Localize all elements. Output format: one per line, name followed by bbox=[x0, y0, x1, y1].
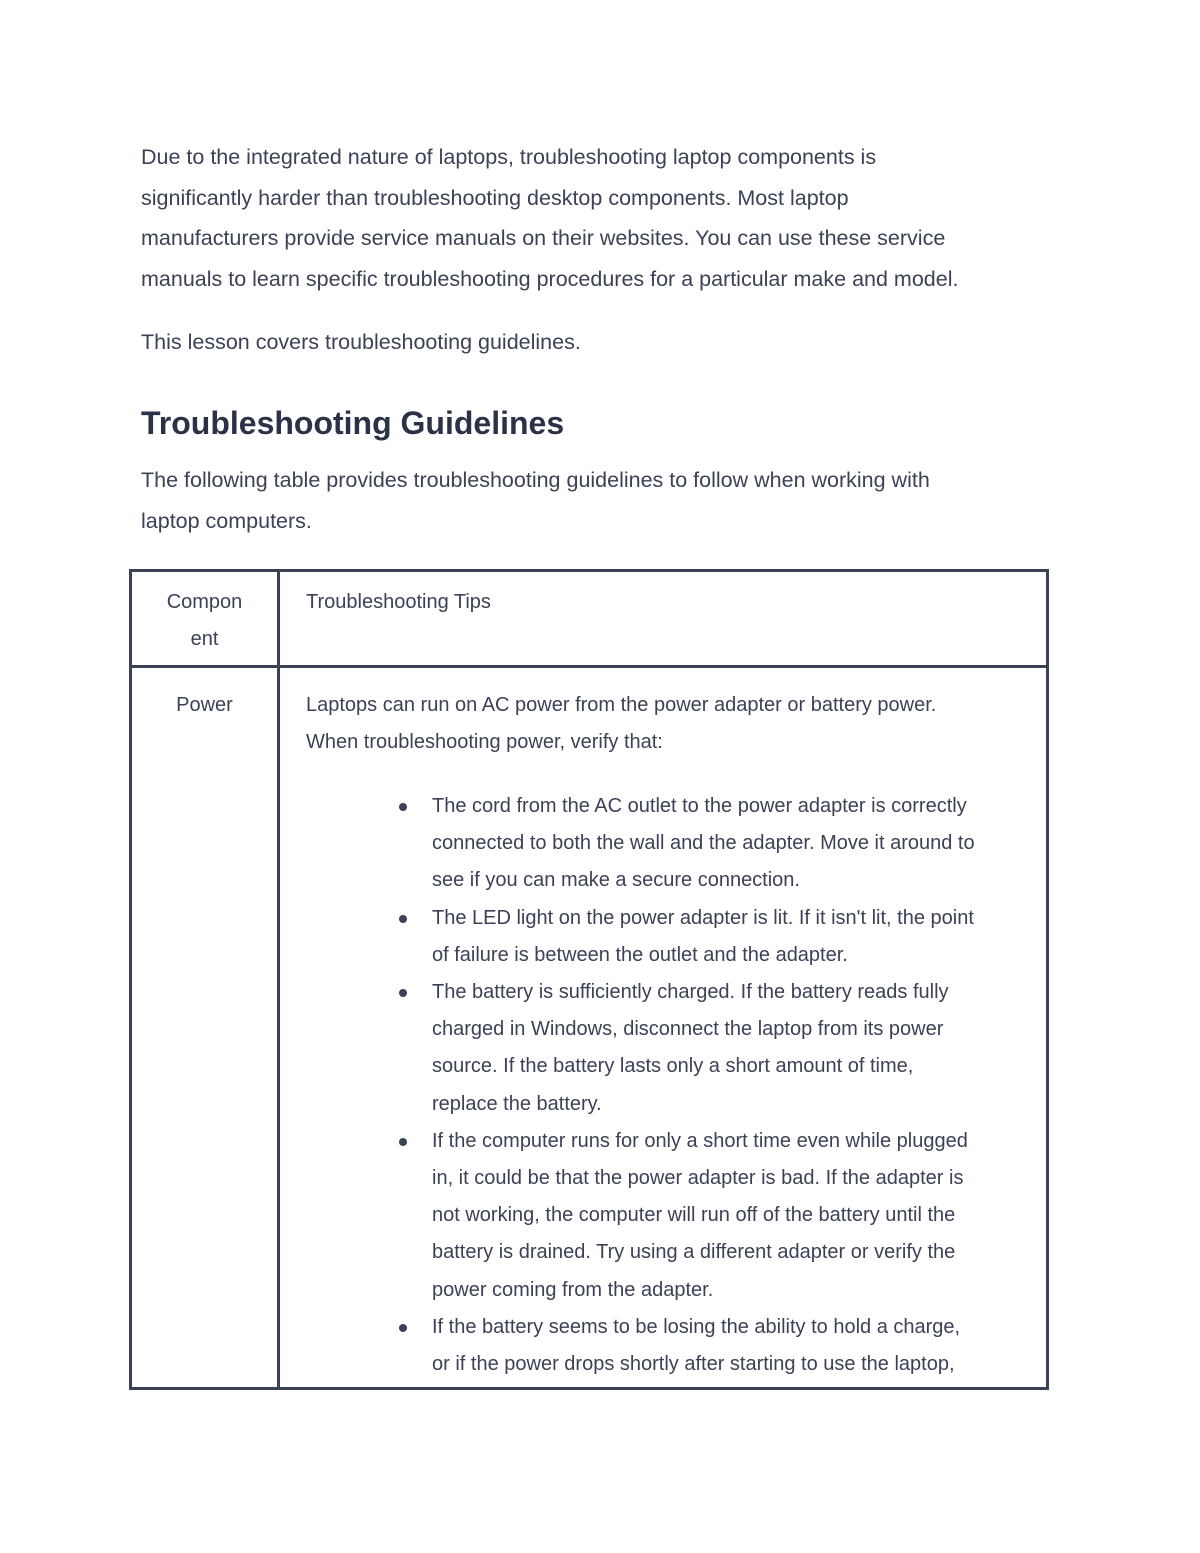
bullet-dot-icon bbox=[399, 803, 407, 811]
list-item-line: The cord from the AC outlet to the power adapter is correctly bbox=[432, 795, 967, 817]
list-item-line: source. If the battery lasts only a short amount of time, bbox=[432, 1055, 914, 1078]
list-item-line: in, it could be that the power adapter is bad. If the adapter is bbox=[432, 1167, 964, 1190]
list-item-line: connected to both the wall and the adapter. Move it around to bbox=[432, 832, 975, 855]
list-item-line: replace the battery. bbox=[432, 1092, 602, 1115]
intro-line: manufacturers provide service manuals on their websites. You can use these service bbox=[141, 226, 946, 251]
power-tips-list bbox=[432, 788, 1032, 1383]
list-item bbox=[432, 1123, 1032, 1309]
list-item-line: battery is drained. Try using a different adapter or verify the bbox=[432, 1241, 956, 1264]
intro-line: manuals to learn specific troubleshooting procedures for a particular make and model. bbox=[141, 267, 959, 292]
intro-line: Due to the integrated nature of laptops, troubleshooting laptop components is bbox=[141, 145, 877, 169]
bullet-dot-icon bbox=[399, 1138, 407, 1146]
list-item-line: If the battery seems to be losing the ability to hold a charge, bbox=[432, 1315, 961, 1338]
cell-power-intro bbox=[306, 687, 936, 761]
list-item bbox=[432, 788, 1032, 900]
intro-paragraph bbox=[141, 137, 1061, 300]
table-column-divider bbox=[277, 572, 280, 1387]
bullet-dot-icon bbox=[399, 989, 407, 997]
bullet-dot-icon bbox=[399, 1324, 407, 1332]
power-intro-line: When troubleshooting power, verify that: bbox=[306, 731, 663, 753]
list-item-line: The LED light on the power adapter is lit. If it isn't lit, the point bbox=[432, 906, 974, 929]
table-row-divider bbox=[132, 665, 1046, 668]
list-item-line: not working, the computer will run off of the battery until the bbox=[432, 1204, 956, 1227]
header-component-line: ent bbox=[190, 628, 219, 650]
intro-line: significantly harder than troubleshooting desktop components. Most laptop bbox=[141, 185, 849, 210]
cell-component-power: Power bbox=[176, 694, 233, 716]
list-item bbox=[432, 974, 1032, 1123]
table-intro-line: laptop computers. bbox=[141, 509, 312, 533]
lesson-summary: This lesson covers troubleshooting guidelines. bbox=[141, 330, 581, 354]
table-intro-paragraph bbox=[141, 460, 930, 542]
list-item-line: The battery is sufficiently charged. If the battery reads fully bbox=[432, 981, 949, 1004]
list-item-line: or if the power drops shortly after starting to use the laptop, bbox=[432, 1353, 955, 1376]
table-intro-line: The following table provides troubleshooting guidelines to follow when working with bbox=[141, 468, 930, 492]
list-item bbox=[432, 900, 1032, 974]
header-component bbox=[132, 584, 277, 658]
troubleshooting-table bbox=[129, 569, 1049, 1390]
section-heading: Troubleshooting Guidelines bbox=[141, 405, 565, 441]
list-item-line: see if you can make a secure connection. bbox=[432, 869, 800, 892]
bullet-dot-icon bbox=[399, 915, 407, 923]
list-item-line: of failure is between the outlet and the adapter. bbox=[432, 943, 848, 966]
list-item-line: If the computer runs for only a short time even while plugged bbox=[432, 1129, 968, 1152]
power-intro-line: Laptops can run on AC power from the power adapter or battery power. bbox=[306, 694, 937, 716]
list-item-line: power coming from the adapter. bbox=[432, 1278, 714, 1301]
header-troubleshooting-tips: Troubleshooting Tips bbox=[306, 591, 491, 613]
list-item-line: charged in Windows, disconnect the laptop from its power bbox=[432, 1018, 944, 1041]
list-item bbox=[432, 1309, 1032, 1383]
header-component-line: Compon bbox=[166, 591, 243, 613]
